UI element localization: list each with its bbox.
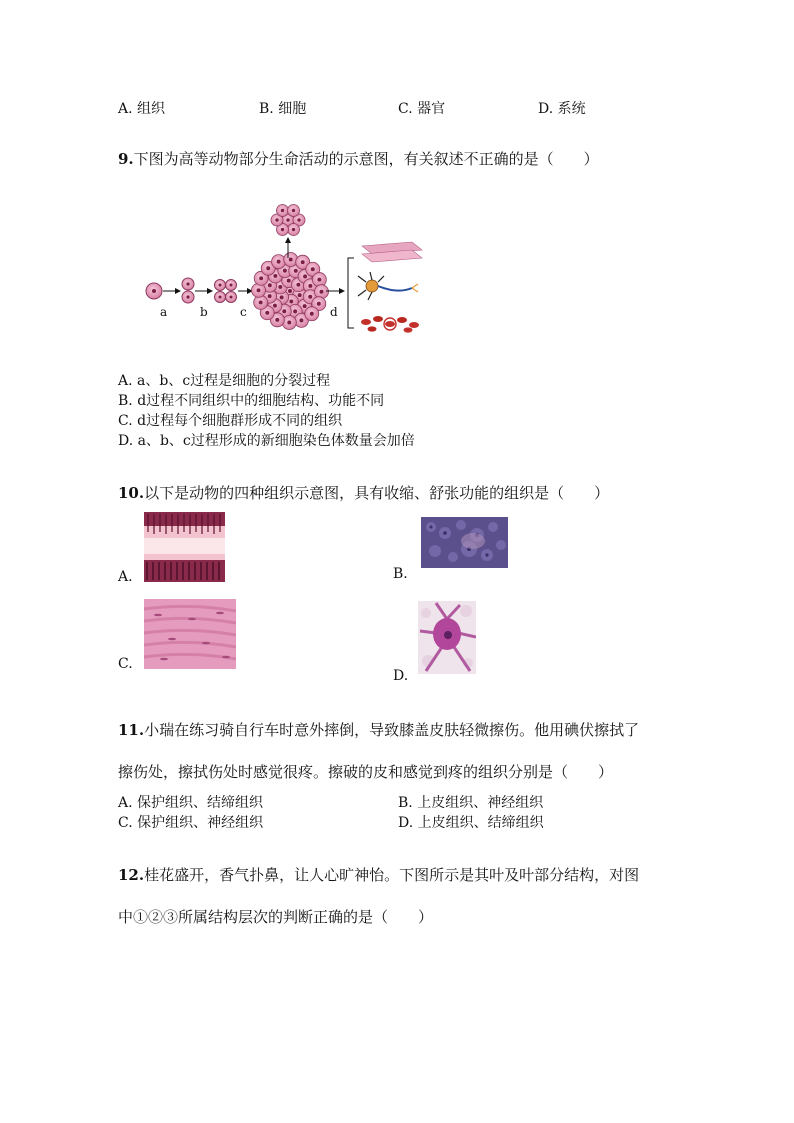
q10-option-d: D. [393, 668, 409, 684]
two-cells [182, 278, 194, 303]
epithelial-tissue-image [144, 512, 225, 582]
cell-cluster [252, 253, 329, 330]
q11-option-b: B. 上皮组织、神经组织 [398, 795, 544, 811]
q10-stem: 10.以下是动物的四种组织示意图，具有收缩、舒张功能的组织是（ ） [118, 484, 610, 502]
q10-option-c: C. [118, 656, 133, 672]
q11-option-a: A. 保护组织、结缔组织 [118, 795, 264, 811]
connective-tissue-image [421, 517, 508, 568]
q9-option-d: D. a、b、c过程形成的新细胞染色体数量会加倍 [118, 433, 415, 449]
q11-option-d: D. 上皮组织、结缔组织 [398, 815, 544, 831]
q11-option-c: C. 保护组织、神经组织 [118, 815, 264, 831]
top-cell-group [271, 204, 305, 235]
single-cell [146, 283, 162, 299]
blood-cells-icon [361, 316, 419, 333]
q10-option-a: A. [118, 569, 133, 585]
diagram-label-b: b [200, 305, 208, 319]
nerve-tissue-image [418, 601, 476, 674]
q9-stem: 9.下图为高等动物部分生命活动的示意图，有关叙述不正确的是（ ） [118, 150, 599, 168]
q9-option-c: C. d过程每个细胞群形成不同的组织 [118, 413, 343, 429]
q9-option-b: B. d过程不同组织中的细胞结构、功能不同 [118, 393, 385, 409]
diagram-label-c: c [240, 305, 247, 319]
diagram-label-d: d [330, 305, 338, 319]
q9-option-a: A. a、b、c过程是细胞的分裂过程 [118, 373, 331, 389]
q10-option-b: B. [393, 566, 408, 582]
q8-option-b: B. 细胞 [259, 101, 307, 117]
diagram-label-a: a [160, 305, 168, 319]
neuron-icon [358, 272, 418, 300]
q11-stem-line2: 擦伤处，擦拭伤处时感觉很疼。擦破的皮和感觉到疼的组织分别是（ ） [118, 763, 614, 781]
cell-division-diagram [140, 198, 440, 338]
q8-option-a: A. 组织 [118, 101, 166, 117]
q12-stem-line1: 12.桂花盛开，香气扑鼻，让人心旷神怡。下图所示是其叶及叶部分结构，对图 [118, 866, 640, 884]
muscle-tissue-icon [362, 242, 422, 262]
four-cells [215, 280, 237, 303]
q12-stem-line2: 中①②③所属结构层次的判断正确的是（ ） [118, 908, 434, 926]
muscle-tissue-image [144, 599, 236, 669]
q8-option-c: C. 器官 [398, 101, 446, 117]
q8-option-d: D. 系统 [538, 101, 586, 117]
q11-stem-line1: 11.小瑞在练习骑自行车时意外摔倒，导致膝盖皮肤轻微擦伤。他用碘伏擦拭了 [118, 721, 640, 739]
